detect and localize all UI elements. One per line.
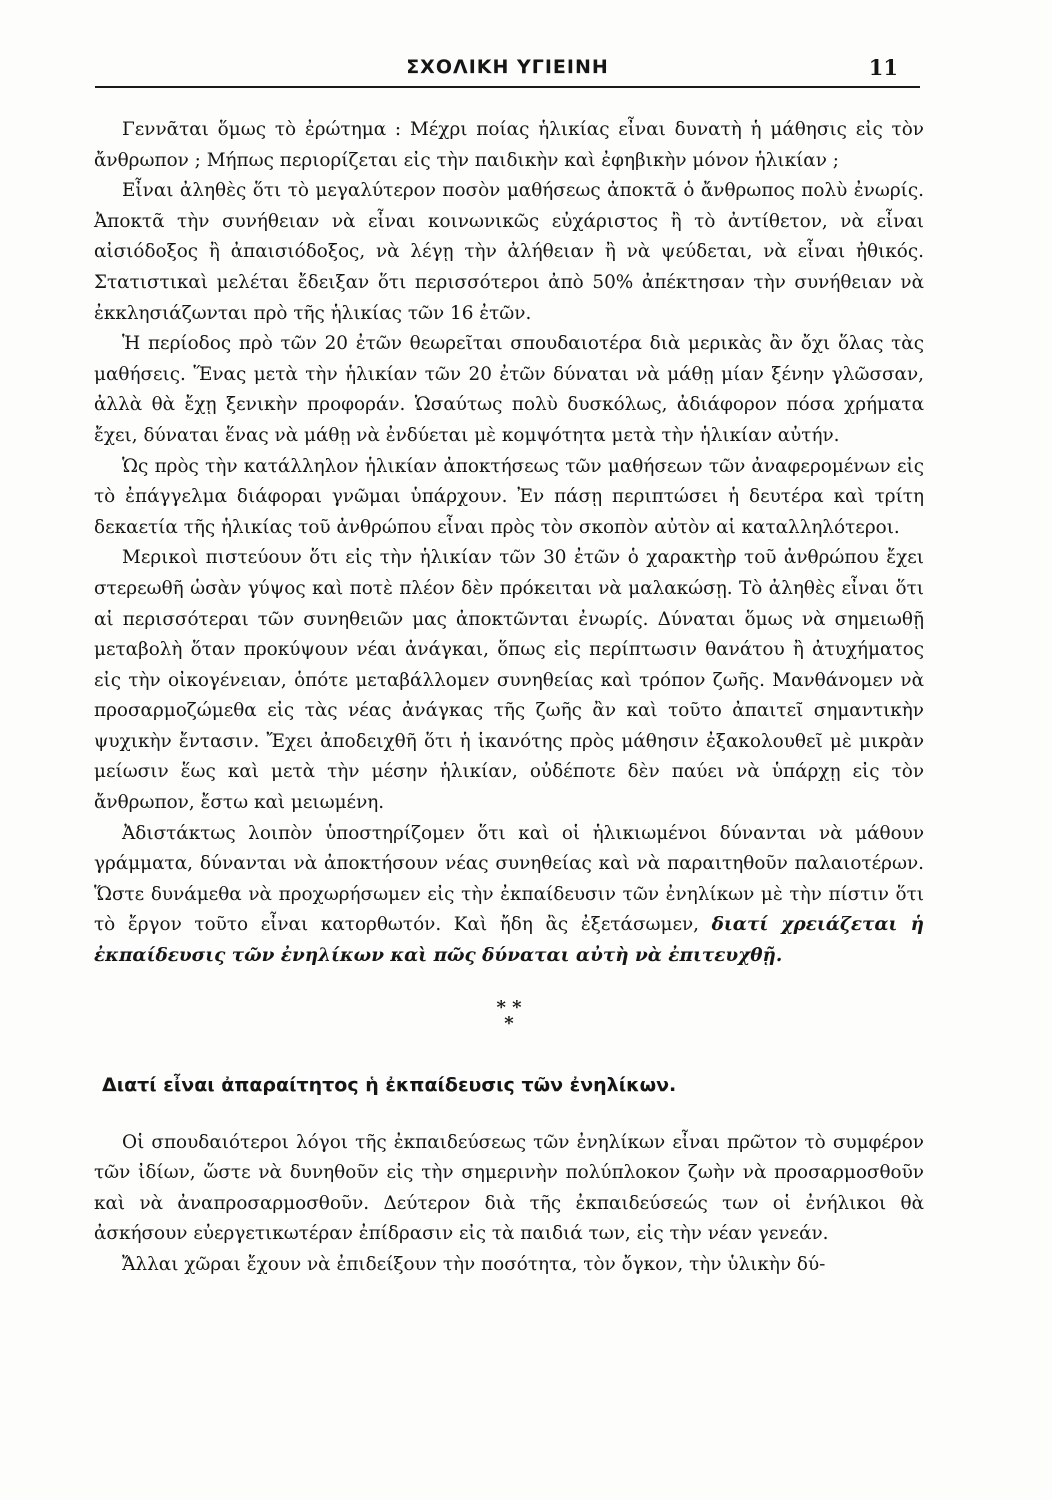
- section-paragraph: Ἄλλαι χῶραι ἔχουν νὰ ἐπιδείξουν τὴν ποσότητα, τὸν ὄγκον, τὴν ὑλικὴν δύ-: [122, 1254, 826, 1275]
- body-text: [94, 115, 924, 1281]
- paragraph: Ἡ περίοδος πρὸ τῶν 20 ἐτῶν θεωρεῖται σπουδαιοτέρα διὰ μερικὰς ἂν ὄχι ὅλας τὰς μαθήσεις. Ἕνας μετὰ τὴν ἡλικίαν τῶν 20 ἐτῶν δύναται νὰ μάθῃ μίαν ξένην γλῶσσαν, ἀλλὰ θὰ ἔχῃ ξενικὴν προφοράν. Ὡσαύτως πολὺ δυσκόλως, ἀδιάφορον πόσα χρήματα ἔχει, δύναται ἕνας νὰ μάθῃ νὰ ἐνδύεται μὲ κομψότητα μετὰ τὴν ἡλικίαν αὐτήν.: [94, 333, 924, 446]
- paragraph: Ὡς πρὸς τὴν κατάλληλον ἡλικίαν ἀποκτήσεως τῶν μαθήσεων τῶν ἀναφερομένων εἰς τὸ ἐπάγγελμα διάφοραι γνῶμαι ὑπάρχουν. Ἐν πάσῃ περιπτώσει ἡ δευτέρα καὶ τρίτη δεκαετία τῆς ἡλικίας τοῦ ἀνθρώπου εἶναι πρὸς τὸν σκοπὸν αὐτὸν αἱ καταλληλότεροι.: [94, 455, 924, 538]
- page-header: [95, 52, 920, 88]
- section-heading: Διατί εἶναι ἀπαραίτητος ἡ ἐκπαίδευσις τῶν ἐνηλίκων.: [102, 1073, 677, 1096]
- paragraph: Γεννᾶται ὅμως τὸ ἐρώτημα : Μέχρι ποίας ἡλικίας εἶναι δυνατὴ ἡ μάθησις εἰς τὸν ἄνθρωπον ; Μήπως περιορίζεται εἰς τὴν παιδικὴν καὶ ἐφηβικὴν μόνον ἡλικίαν ;: [94, 119, 924, 171]
- closing-paragraph-text: Ἀδιστάκτως λοιπὸν ὑποστηρίζομεν ὅτι καὶ οἱ ἡλικιωμένοι δύνανται νὰ μάθουν γράμματα, δύνανται νὰ ἀποκτήσουν νέας συνηθείας καὶ νὰ παραιτηθοῦν παλαιοτέρων. Ὥστε δυνάμεθα νὰ προχωρήσωμεν εἰς τὴν ἐκπαίδευσιν τῶν ἐνηλίκων μὲ τὴν πίστιν ὅτι τὸ ἔργον τοῦτο εἶναι κατορθωτόν. Καὶ ἤδη ἂς ἐξετάσωμεν,: [94, 822, 924, 936]
- paragraph: Εἶναι ἀληθὲς ὅτι τὸ μεγαλύτερον ποσὸν μαθήσεως ἀποκτᾶ ὁ ἄνθρωπος πολὺ ἐνωρίς. Ἀποκτᾶ τὴν συνήθειαν νὰ εἶναι κοινωνικῶς εὐχάριστος ἢ τὸ ἀντίθετον, νὰ εἶναι αἰσιόδοξος ἢ ἀπαισιόδοξος, νὰ λέγῃ τὴν ἀλήθειαν ἢ νὰ ψεύδεται, νὰ εἶναι ἠθικός. Στατιστικαὶ μελέται ἔδειξαν ὅτι περισσότεροι ἀπὸ 50% ἀπέκτησαν τὴν συνήθειαν νὰ ἐκκλησιάζωνται πρὸ τῆς ἡλικίας τῶν 16 ἐτῶν.: [94, 180, 924, 324]
- closing-paragraph-emphasis: διατί χρειάζεται ἡ ἐκπαίδευσις τῶν ἐνηλίκων καὶ πῶς δύναται αὐτὴ νὰ ἐπιτευχθῇ.: [94, 914, 924, 967]
- running-title: ΣΧΟΛΙΚΗ ΥΓΙΕΙΝΗ: [406, 56, 609, 78]
- section-body: [94, 1128, 924, 1281]
- section-paragraph: Οἱ σπουδαιότεροι λόγοι τῆς ἐκπαιδεύσεως τῶν ἐνηλίκων εἶναι πρῶτον τὸ συμφέρον τῶν ἰδίων, ὥστε νὰ δυνηθοῦν εἰς τὴν σημερινὴν πολύπλοκον ζωὴν νὰ προσαρμοσθοῦν καὶ νὰ ἀναπροσαρμοσθοῦν. Δεύτερον διὰ τῆς ἐκπαιδεύσεώς των οἱ ἐνήλικοι θὰ ἀσκήσουν εὐεργετικωτέραν ἐπίδρασιν εἰς τὰ παιδιά των, εἰς τὴν νέαν γενεάν.: [94, 1131, 924, 1245]
- page-number: 11: [868, 55, 898, 80]
- separator-top: * *: [496, 996, 522, 1018]
- section-separator: [94, 996, 924, 1034]
- separator-bottom: *: [504, 1012, 514, 1034]
- closing-paragraph: [94, 819, 924, 972]
- paragraph: Μερικοὶ πιστεύουν ὅτι εἰς τὴν ἡλικίαν τῶν 30 ἐτῶν ὁ χαρακτὴρ τοῦ ἀνθρώπου ἔχει στερεωθῆ ὡσὰν γύψος καὶ ποτὲ πλέον δὲν πρόκειται νὰ μαλακώσῃ. Τὸ ἀληθὲς εἶναι ὅτι αἱ περισσότεραι τῶν συνηθειῶν μας ἀποκτῶνται ἐνωρίς. Δύναται ὅμως νὰ σημειωθῇ μεταβολὴ ὅταν προκύψουν νέαι ἀνάγκαι, ὅπως εἰς περίπτωσιν θανάτου ἢ ἀτυχήματος εἰς τὴν οἰκογένειαν, ὁπότε μεταβάλλομεν συνηθείας καὶ τρόπον ζωῆς. Μανθάνομεν νὰ προσαρμοζώμεθα εἰς τὰς νέας ἀνάγκας τῆς ζωῆς ἂν καὶ τοῦτο ἀπαιτεῖ σημαντικὴν ψυχικὴν ἔντασιν. Ἔχει ἀποδειχθῆ ὅτι ἡ ἱκανότης πρὸς μάθησιν ἐξακολουθεῖ μὲ μικρὰν μείωσιν ἕως καὶ μετὰ τὴν μέσην ἡλικίαν, οὐδέποτε δὲν παύει νὰ ὑπάρχῃ εἰς τὸν ἄνθρωπον, ἔστω καὶ μειωμένη.: [94, 547, 924, 814]
